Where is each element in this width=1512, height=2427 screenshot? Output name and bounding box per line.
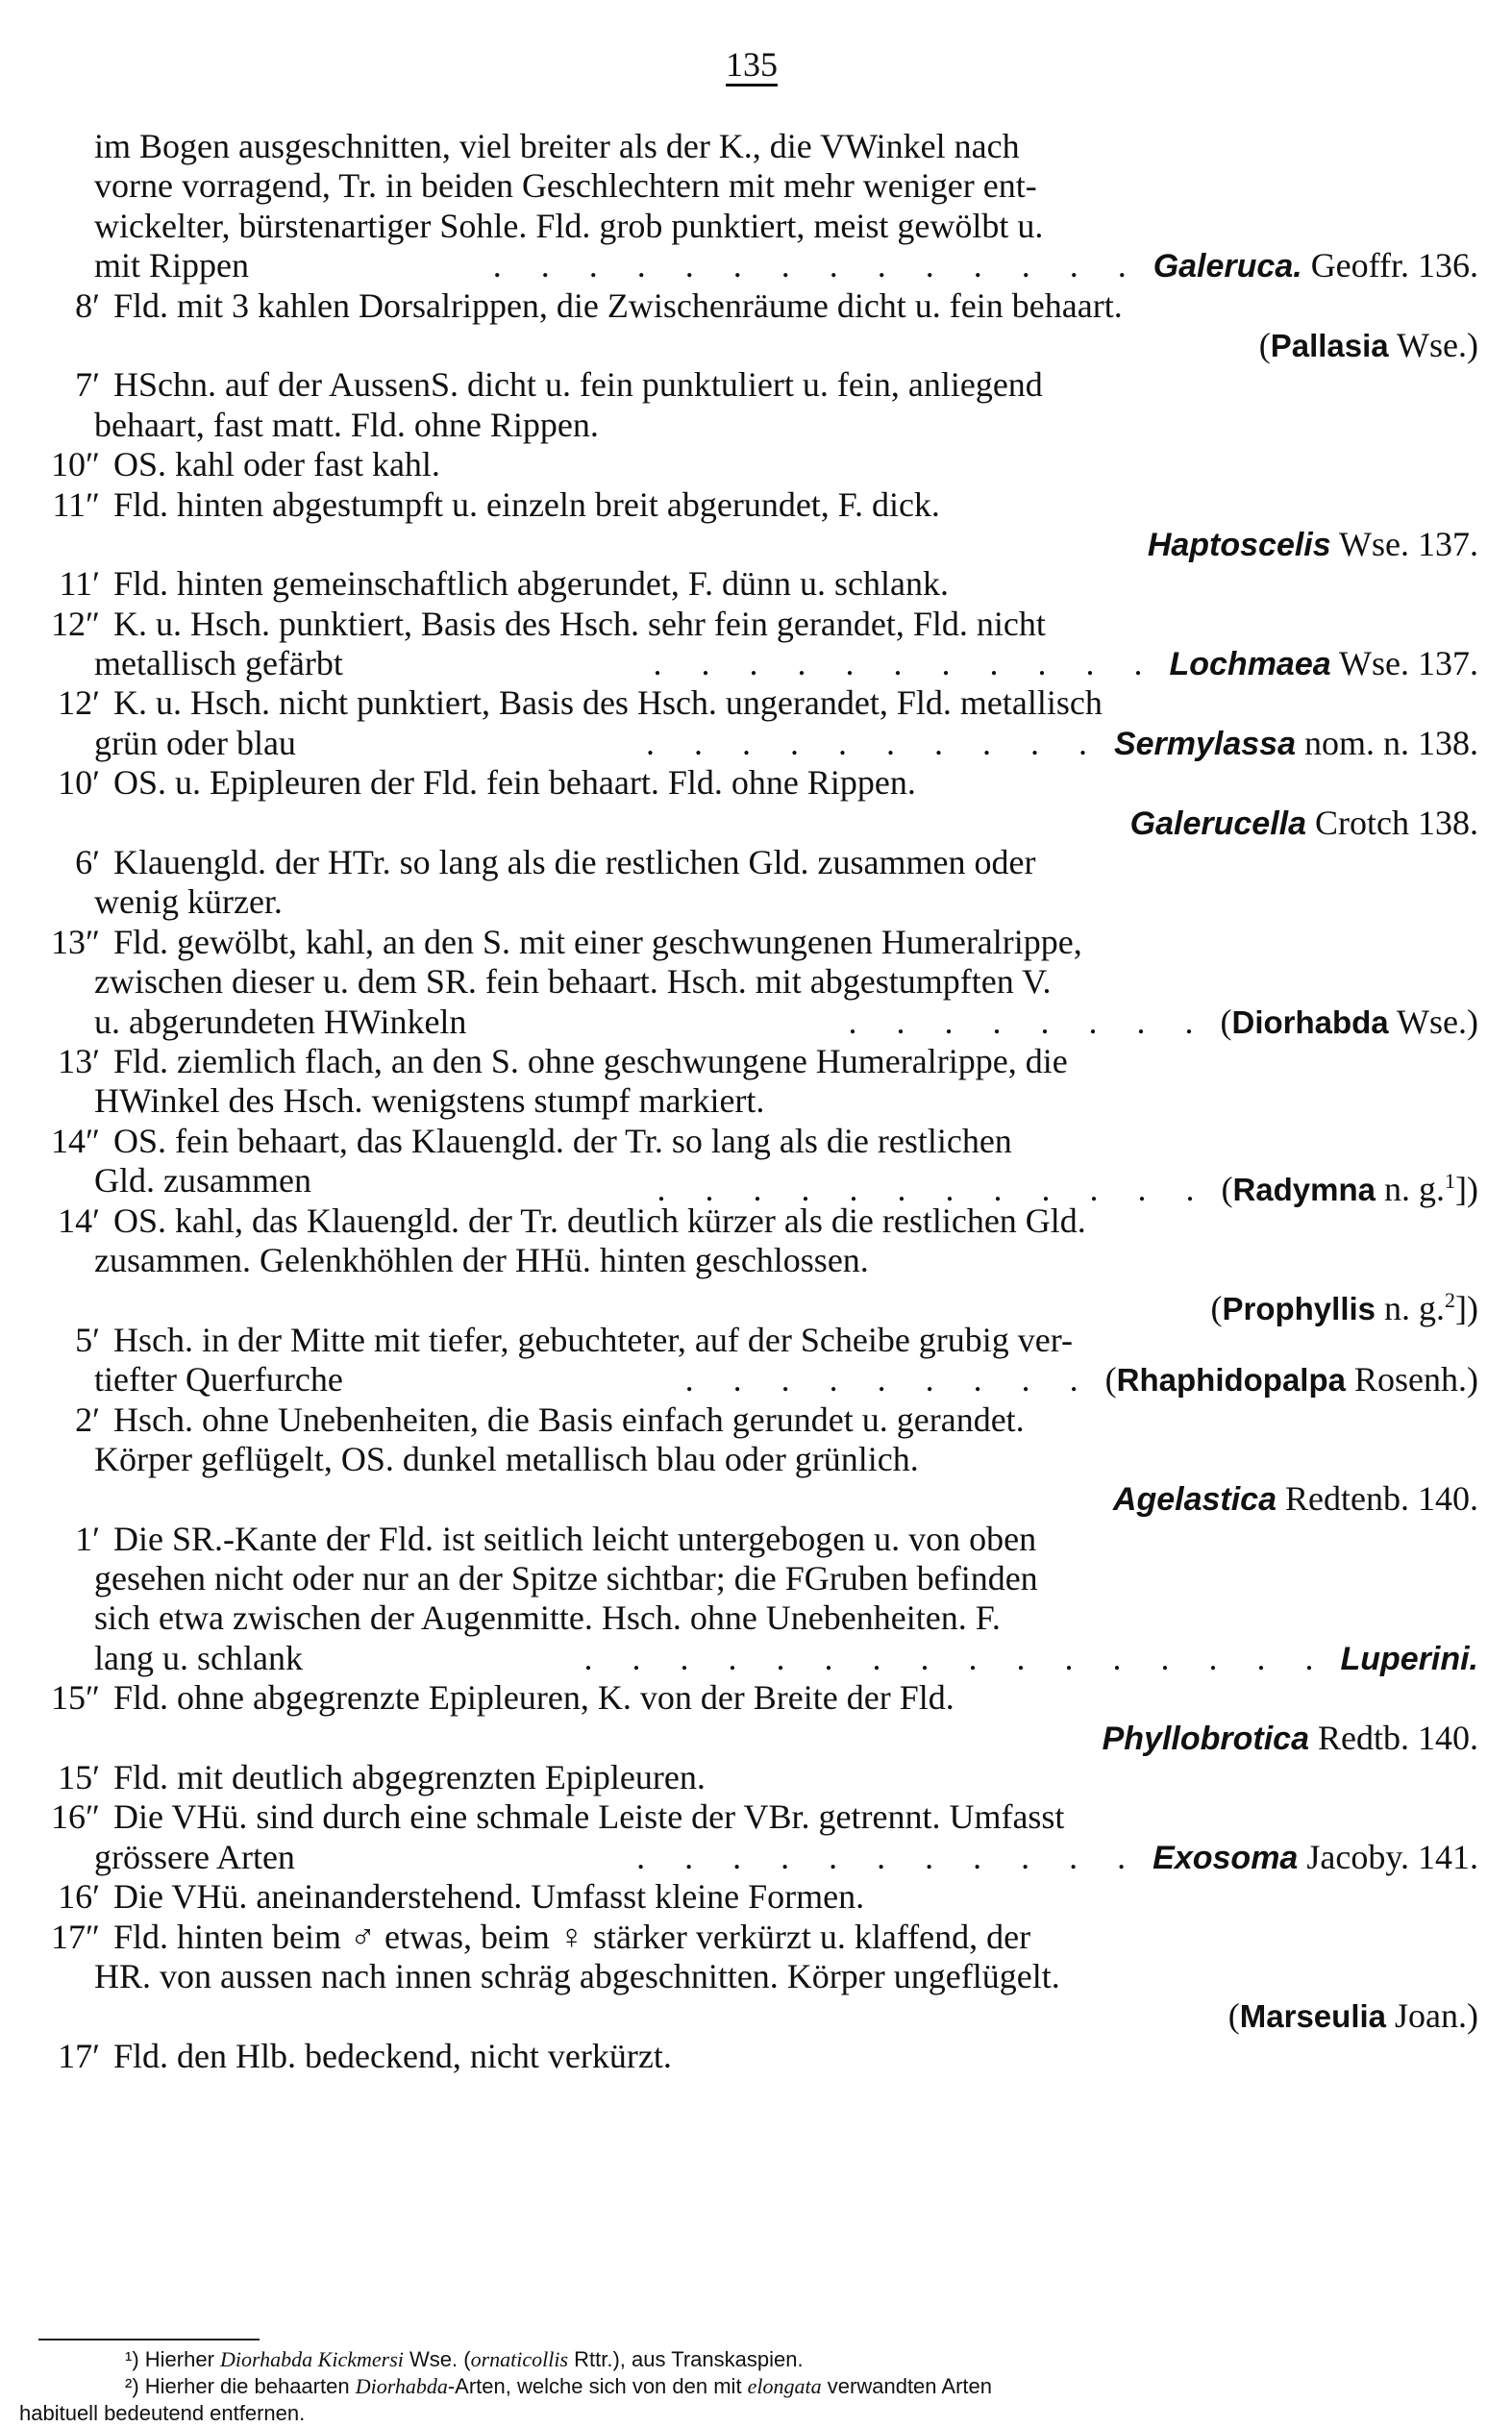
line-text: zwischen dieser u. dem SR. fein behaart. Hsch. mit abgestumpften V. bbox=[94, 962, 1052, 1002]
couplet-number: 11′ bbox=[59, 564, 100, 604]
taxon-entry bbox=[848, 1003, 1478, 1042]
key-line bbox=[37, 406, 1478, 445]
key-line bbox=[37, 365, 1478, 405]
taxon-entry bbox=[1259, 326, 1478, 365]
author-ref: Joan.) bbox=[1395, 1996, 1478, 2036]
author-ref: Wse. 137. bbox=[1339, 524, 1478, 563]
couplet-number: 6′ bbox=[75, 843, 100, 882]
genus-name: Sermylassa bbox=[1113, 725, 1296, 762]
key-line bbox=[37, 1321, 1478, 1360]
line-text: grün oder blau bbox=[94, 723, 296, 762]
key-line bbox=[37, 1003, 1478, 1042]
couplet-number: 7′ bbox=[75, 365, 100, 405]
couplet-number: 15′ bbox=[58, 1758, 100, 1797]
key-line bbox=[37, 1877, 1478, 1917]
footnote-text: Hierher bbox=[138, 2347, 221, 2371]
line-text: Körper geflügelt, OS. dunkel metallisch blau oder grünlich. bbox=[94, 1439, 919, 1478]
footnote-divider bbox=[38, 2339, 260, 2340]
couplet-number: 10″ bbox=[51, 445, 100, 484]
couplet-number: 17′ bbox=[58, 2036, 100, 2075]
key-text-block bbox=[37, 127, 1478, 2076]
footnote-mark: ¹) bbox=[125, 2347, 139, 2371]
key-line bbox=[37, 923, 1478, 962]
line-text: metallisch gefärbt bbox=[94, 644, 343, 683]
taxon-entry bbox=[1113, 1479, 1478, 1520]
line-text: OS. kahl, das Klauengld. der Tr. deutlich kürzer als die restlichen Gld. bbox=[113, 1201, 1086, 1240]
key-line bbox=[37, 564, 1478, 604]
line-text: u. abgerundeten HWinkeln bbox=[94, 1002, 467, 1041]
couplet-number: 14′ bbox=[58, 1201, 100, 1240]
footnote-taxon: Diorhabda bbox=[355, 2374, 448, 2398]
key-line bbox=[37, 1598, 1478, 1638]
leader-dots: . . . . . . . . . . bbox=[645, 723, 1103, 762]
couplet-number: 17″ bbox=[51, 1917, 100, 1956]
key-line bbox=[37, 763, 1478, 803]
key-line bbox=[37, 1479, 1478, 1519]
close-bracket: ]) bbox=[1455, 1289, 1478, 1328]
genus-name: Marseulia bbox=[1239, 1998, 1387, 2035]
footnote-line bbox=[19, 2400, 1480, 2427]
leader-dots: . . . . . . . . . . . bbox=[636, 1837, 1142, 1876]
couplet-number: 13′ bbox=[58, 1041, 100, 1080]
leader-dots: . . . . . . . . . . . bbox=[653, 644, 1158, 683]
author-ref: Wse.) bbox=[1397, 1002, 1478, 1041]
author-ref: Wse. 137. bbox=[1339, 644, 1478, 683]
line-text: tiefter Querfurche bbox=[94, 1360, 343, 1399]
line-text: Die VHü. aneinanderstehend. Umfasst kleine Formen. bbox=[113, 1877, 865, 1917]
couplet-number: 2′ bbox=[75, 1399, 100, 1439]
author-ref: nom. n. 138. bbox=[1303, 723, 1478, 762]
couplet-number: 5′ bbox=[75, 1320, 100, 1359]
key-line bbox=[37, 1758, 1478, 1797]
key-line bbox=[37, 1081, 1478, 1121]
page-number: 135 bbox=[726, 45, 778, 84]
footnote-taxon: Diorhabda Kickmersi bbox=[220, 2347, 404, 2371]
key-line bbox=[37, 1838, 1478, 1877]
line-text: grössere Arten bbox=[94, 1837, 295, 1876]
open-paren: ( bbox=[1258, 325, 1271, 364]
key-line bbox=[37, 1042, 1478, 1081]
taxon-entry bbox=[1130, 804, 1478, 844]
line-text: OS. fein behaart, das Klauengld. der Tr. so lang als die restlichen bbox=[113, 1121, 1012, 1160]
key-line bbox=[37, 1440, 1478, 1479]
key-line bbox=[37, 1559, 1478, 1598]
couplet-number: 8′ bbox=[75, 285, 100, 325]
genus-name: Agelastica bbox=[1112, 1481, 1277, 1519]
key-line bbox=[37, 843, 1478, 882]
line-text: Fld. mit deutlich abgegrenzten Epipleuren. bbox=[113, 1758, 706, 1797]
author-ref: Crotch 138. bbox=[1315, 803, 1478, 842]
couplet-number: 16″ bbox=[51, 1797, 100, 1837]
key-line bbox=[37, 166, 1478, 206]
line-text: OS. kahl oder fast kahl. bbox=[113, 445, 440, 484]
key-line bbox=[37, 724, 1478, 763]
line-text: Die VHü. sind durch eine schmale Leiste der VBr. getrennt. Umfasst bbox=[113, 1797, 1065, 1837]
key-line bbox=[37, 962, 1478, 1002]
line-text: wickelter, bürstenartiger Sohle. Fld. grob punktiert, meist gewölbt u. bbox=[94, 206, 1044, 245]
key-line bbox=[37, 1241, 1478, 1280]
taxon-entry bbox=[1228, 1996, 1478, 2036]
genus-name: Galerucella bbox=[1129, 805, 1307, 842]
author-ref: n. g. bbox=[1384, 1170, 1446, 1209]
leader-dots: . . . . . . . . . . . . . . bbox=[492, 246, 1142, 285]
key-line bbox=[37, 326, 1478, 365]
line-text: Fld. den Hlb. bedeckend, nicht verkürzt. bbox=[113, 2036, 672, 2075]
line-text: OS. u. Epipleuren der Fld. fein behaart. Fld. ohne Rippen. bbox=[113, 763, 916, 803]
key-line bbox=[37, 1639, 1478, 1678]
line-text: Gld. zusammen bbox=[94, 1161, 311, 1201]
open-paren: ( bbox=[1220, 1002, 1232, 1041]
taxon-entry bbox=[685, 1360, 1478, 1399]
line-text: Fld. ohne abgegrenzte Epipleuren, K. von der Breite der Fld. bbox=[113, 1678, 954, 1718]
key-line bbox=[37, 882, 1478, 922]
taxon-entry bbox=[646, 724, 1478, 764]
genus-name: Exosoma bbox=[1153, 1839, 1299, 1876]
genus-name: Pallasia bbox=[1270, 327, 1389, 363]
line-text: lang u. schlank bbox=[94, 1638, 303, 1677]
couplet-number: 12′ bbox=[58, 683, 100, 723]
genus-name: Diorhabda bbox=[1231, 1003, 1389, 1040]
key-line bbox=[37, 1161, 1478, 1209]
footnote-ref: 2 bbox=[1445, 1288, 1456, 1313]
line-text: mit Rippen bbox=[94, 246, 249, 285]
genus-name: Luperini. bbox=[1340, 1640, 1478, 1677]
key-line bbox=[37, 207, 1478, 246]
author-ref: Geoffr. 136. bbox=[1310, 246, 1478, 285]
line-text: Fld. hinten beim ♂ etwas, beim ♀ stärker verkürzt u. klaffend, der bbox=[113, 1917, 1031, 1956]
footnote-text: Rttr.), aus Transkaspien. bbox=[568, 2347, 804, 2371]
author-ref: Redtb. 140. bbox=[1318, 1718, 1478, 1757]
genus-name: Prophyllis bbox=[1222, 1291, 1376, 1327]
line-text: Hsch. ohne Unebenheiten, die Basis einfach gerundet u. gerandet. bbox=[113, 1399, 1025, 1439]
taxon-entry bbox=[583, 1639, 1478, 1679]
author-ref: n. g. bbox=[1384, 1289, 1446, 1328]
line-text: sich etwa zwischen der Augenmitte. Hsch. ohne Unebenheiten. F. bbox=[94, 1598, 1001, 1638]
leader-dots: . . . . . . . . . . . . bbox=[657, 1170, 1210, 1209]
key-line bbox=[37, 246, 1478, 285]
couplet-number: 11″ bbox=[52, 484, 100, 524]
genus-name: Phyllobrotica bbox=[1102, 1720, 1309, 1757]
key-line bbox=[37, 605, 1478, 644]
leader-dots: . . . . . . . . bbox=[848, 1002, 1209, 1041]
couplet-number: 14″ bbox=[51, 1121, 100, 1160]
couplet-number: 16′ bbox=[58, 1877, 100, 1917]
couplet-number: 13″ bbox=[51, 922, 100, 961]
author-ref: Jacoby. 141. bbox=[1306, 1837, 1478, 1876]
line-text: Klauengld. der HTr. so lang als die restlichen Gld. zusammen oder bbox=[113, 843, 1036, 882]
key-line bbox=[37, 1797, 1478, 1837]
line-text: K. u. Hsch. punktiert, Basis des Hsch. sehr fein gerandet, Fld. nicht bbox=[113, 604, 1046, 643]
key-line bbox=[37, 1719, 1478, 1758]
taxon-entry bbox=[493, 246, 1478, 286]
key-line bbox=[37, 445, 1478, 484]
footnote-ref: 1 bbox=[1445, 1169, 1456, 1194]
line-text: Fld. hinten abgestumpft u. einzeln breit abgerundet, F. dick. bbox=[113, 484, 940, 524]
line-text: zusammen. Gelenkhöhlen der HHü. hinten geschlossen. bbox=[94, 1240, 869, 1279]
line-text: gesehen nicht oder nur an der Spitze sichtbar; die FGruben befinden bbox=[94, 1559, 1038, 1598]
open-paren: ( bbox=[1227, 1996, 1240, 2036]
footnote-text: verwandten Arten bbox=[821, 2374, 993, 2398]
leader-dots: . . . . . . . . . . . . . . . . bbox=[583, 1638, 1329, 1677]
key-line bbox=[37, 127, 1478, 166]
footnote-taxon: elongata bbox=[747, 2374, 822, 2398]
author-ref: Redtenb. 140. bbox=[1285, 1479, 1478, 1519]
line-text: Die SR.-Kante der Fld. ist seitlich leicht untergebogen u. von oben bbox=[113, 1519, 1037, 1558]
key-line bbox=[37, 804, 1478, 843]
key-line bbox=[37, 1918, 1478, 1957]
line-text: Fld. hinten gemeinschaftlich abgerundet, F. dünn u. schlank. bbox=[113, 564, 949, 604]
key-line bbox=[37, 683, 1478, 723]
key-line bbox=[37, 1122, 1478, 1161]
line-text: HWinkel des Hsch. wenigstens stumpf markiert. bbox=[94, 1081, 765, 1121]
taxon-entry bbox=[653, 644, 1478, 684]
line-text: wenig kürzer. bbox=[94, 882, 283, 922]
key-line bbox=[37, 1520, 1478, 1559]
line-text: Fld. mit 3 kahlen Dorsalrippen, die Zwischenräume dicht u. fein behaart. bbox=[113, 285, 1123, 325]
author-ref: Wse.) bbox=[1397, 325, 1478, 364]
leader-dots: . . . . . . . . . bbox=[684, 1360, 1094, 1399]
key-line bbox=[37, 1996, 1478, 2036]
key-line bbox=[37, 2037, 1478, 2076]
key-line bbox=[37, 1400, 1478, 1440]
author-ref: Rosenh.) bbox=[1354, 1360, 1478, 1399]
genus-name: Galeruca. bbox=[1153, 248, 1302, 285]
genus-name: Radymna bbox=[1232, 1172, 1376, 1208]
line-text: Hsch. in der Mitte mit tiefer, gebuchteter, auf der Scheibe grubig ver- bbox=[113, 1320, 1074, 1359]
key-line bbox=[37, 1280, 1478, 1328]
key-line bbox=[37, 1957, 1478, 1996]
genus-name: Haptoscelis bbox=[1147, 526, 1331, 563]
genus-name: Rhaphidopalpa bbox=[1116, 1362, 1346, 1399]
key-line bbox=[37, 525, 1478, 564]
couplet-number: 15″ bbox=[51, 1678, 100, 1718]
footnote-text: Wse. ( bbox=[403, 2347, 471, 2371]
line-text: HR. von aussen nach innen schräg abgeschnitten. Körper ungeflügelt. bbox=[94, 1956, 1060, 1995]
couplet-number: 12″ bbox=[51, 604, 100, 643]
key-line bbox=[37, 1201, 1478, 1241]
footnote-text: habituell bedeutend entfernen. bbox=[19, 2401, 306, 2425]
couplet-number: 1′ bbox=[75, 1519, 100, 1558]
close-bracket: ]) bbox=[1455, 1170, 1478, 1209]
taxon-entry bbox=[636, 1838, 1478, 1878]
taxon-entry bbox=[1103, 1719, 1478, 1759]
footnote-text: Hierher die behaarten bbox=[138, 2374, 356, 2398]
line-text: Fld. gewölbt, kahl, an den S. mit einer geschwungenen Humeralrippe, bbox=[113, 922, 1082, 961]
couplet-number: 10′ bbox=[58, 763, 100, 803]
key-line bbox=[37, 286, 1478, 326]
line-text: behaart, fast matt. Fld. ohne Rippen. bbox=[94, 405, 599, 444]
key-line bbox=[37, 644, 1478, 683]
open-paren: ( bbox=[1221, 1170, 1233, 1209]
taxon-entry bbox=[1148, 525, 1478, 565]
footnote-line bbox=[19, 2346, 1480, 2373]
line-text: K. u. Hsch. nicht punktiert, Basis des Hsch. ungerandet, Fld. metallisch bbox=[113, 683, 1103, 723]
line-text: Fld. ziemlich flach, an den S. ohne geschwungene Humeralrippe, die bbox=[113, 1041, 1068, 1080]
footnote-text: -Arten, welche sich von den mit bbox=[447, 2374, 748, 2398]
line-text: im Bogen ausgeschnitten, viel breiter als der K., die VWinkel nach bbox=[94, 127, 1020, 165]
key-line bbox=[37, 485, 1478, 525]
key-line bbox=[37, 1360, 1478, 1399]
open-paren: ( bbox=[1104, 1360, 1117, 1399]
genus-name: Lochmaea bbox=[1169, 646, 1331, 683]
footnote-line bbox=[19, 2373, 1480, 2400]
key-line bbox=[37, 1678, 1478, 1718]
line-text: HSchn. auf der AussenS. dicht u. fein punktuliert u. fein, anliegend bbox=[113, 365, 1043, 405]
open-paren: ( bbox=[1210, 1289, 1223, 1328]
footnote-mark: ²) bbox=[125, 2374, 139, 2398]
footnotes bbox=[19, 2346, 1480, 2427]
footnote-taxon: ornaticollis bbox=[470, 2347, 569, 2371]
line-text: vorne vorragend, Tr. in beiden Geschlechtern mit mehr weniger ent- bbox=[94, 166, 1037, 206]
